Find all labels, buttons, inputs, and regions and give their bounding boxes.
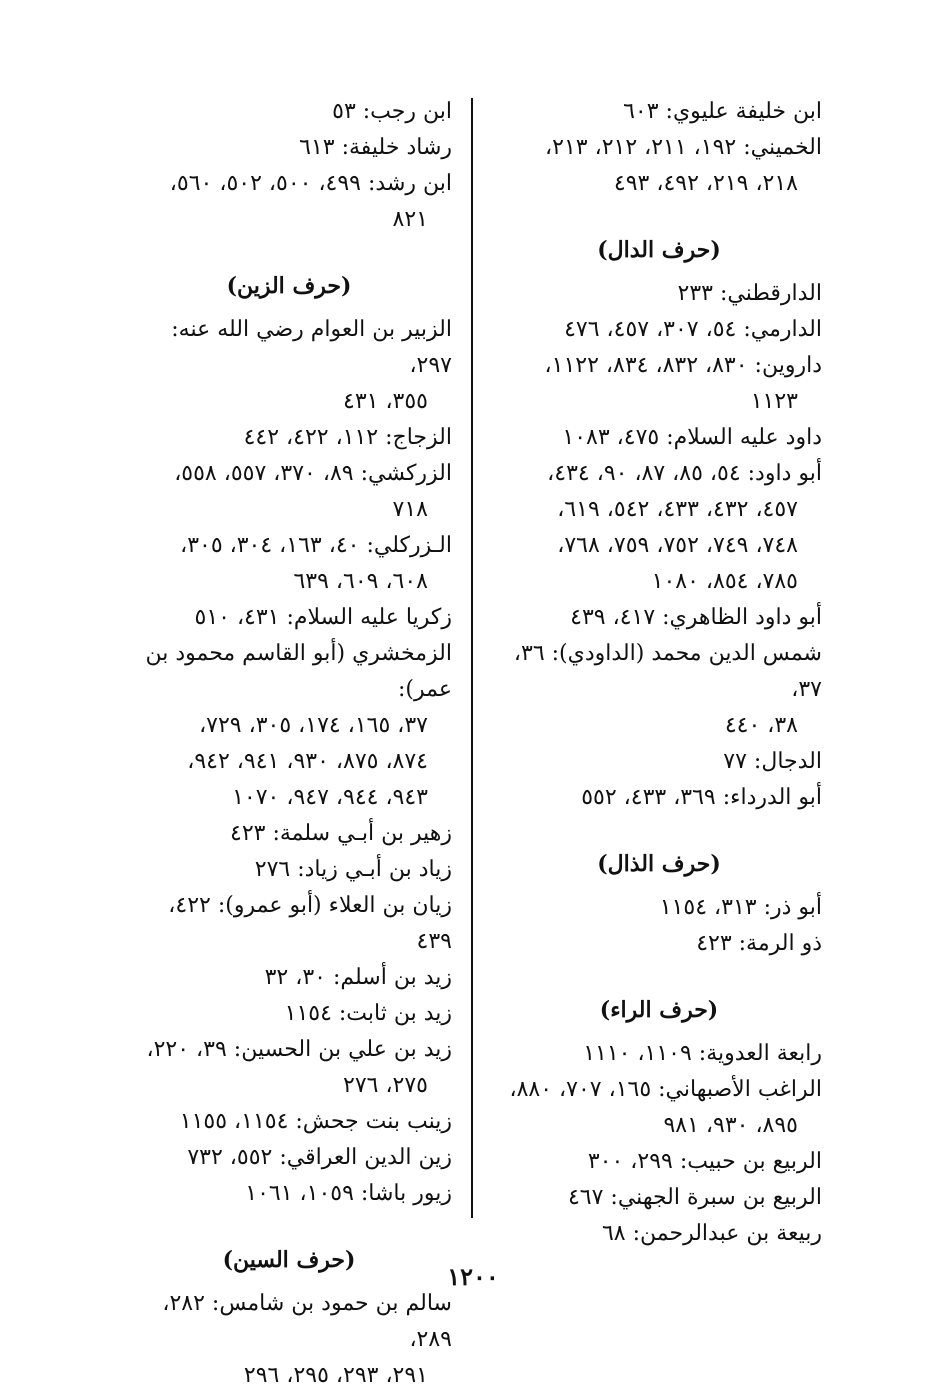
entry-line: زياد بن أبـي زياد: ٢٧٦ — [254, 857, 452, 882]
entry-line: الزركشي: ٨٩، ٣٧٠، ٥٥٧، ٥٥٨، — [174, 461, 452, 486]
entry-line: الخميني: ١٩٢، ٢١١، ٢١٢، ٢١٣، — [545, 135, 822, 160]
entry-line: ذو الرمة: ٤٢٣ — [696, 931, 822, 956]
entry-line: الزجاج: ١١٢، ٤٢٢، ٤٤٢ — [243, 425, 452, 450]
entry-line: الدارمي: ٥٤، ٣٠٧، ٤٥٧، ٤٧٦ — [564, 317, 822, 342]
index-entry — [126, 888, 452, 960]
entry-continuation-line: ٧٨٥، ٨٥٤، ١٠٨٠ — [651, 569, 798, 594]
index-entry — [496, 1144, 822, 1180]
index-entry — [126, 94, 452, 130]
entry-line: ابن خليفة عليوي: ٦٠٣ — [623, 99, 822, 124]
entry-continuation-line: ٨٧٤، ٨٧٥، ٩٣٠، ٩٤١، ٩٤٢، — [187, 749, 428, 774]
entry-line: زهير بن أبـي سلمة: ٤٢٣ — [230, 821, 452, 846]
index-entry — [126, 420, 452, 456]
entry-continuation-line: ٢٩١، ٢٩٣، ٢٩٥، ٢٩٦ — [243, 1363, 428, 1388]
index-entry — [496, 1216, 822, 1252]
entry-continuation-line: ٨٢١ — [392, 207, 428, 232]
index-entry — [496, 94, 822, 130]
index-entry — [496, 600, 822, 636]
index-entry — [126, 1176, 452, 1212]
entry-line: الربيع بن سبرة الجهني: ٤٦٧ — [567, 1185, 822, 1210]
entry-line: زيور باشا: ١٠٥٩، ١٠٦١ — [245, 1181, 452, 1206]
index-entry — [126, 816, 452, 852]
index-entry — [496, 1036, 822, 1072]
index-entry — [496, 890, 822, 926]
entry-line: سالم بن حمود بن شامس: ٢٨٢، ٢٨٩، — [162, 1291, 452, 1352]
index-entry — [126, 600, 452, 636]
entry-line: الربيع بن حبيب: ٢٩٩، ٣٠٠ — [587, 1149, 822, 1174]
entry-line: رشاد خليفة: ٦١٣ — [299, 135, 452, 160]
index-entry — [126, 1032, 452, 1104]
entry-continuation-line: ٩٤٣، ٩٤٤، ٩٤٧، ١٠٧٠ — [232, 785, 428, 810]
index-entry — [126, 1104, 452, 1140]
section-heading: (حرف السين) — [222, 1247, 356, 1273]
entry-line: زينب بنت جحش: ١١٥٤، ١١٥٥ — [179, 1109, 452, 1134]
index-entry — [496, 1180, 822, 1216]
entry-line: زيد بن علي بن الحسين: ٣٩، ٢٢٠، — [146, 1037, 452, 1062]
index-entry — [496, 636, 822, 744]
index-entry — [496, 780, 822, 816]
entry-line: رابعة العدوية: ١١٠٩، ١١١٠ — [583, 1041, 822, 1066]
index-entry — [126, 130, 452, 166]
index-entry — [126, 996, 452, 1032]
entry-line: زيد بن أسلم: ٣٠، ٣٢ — [264, 965, 452, 990]
entry-line: ابن رشد: ٤٩٩، ٥٠٠، ٥٠٢، ٥٦٠، — [169, 171, 452, 196]
entry-line: أبو داود الظاهري: ٤١٧، ٤٣٩ — [570, 605, 822, 630]
entry-line: زين الدين العراقي: ٥٥٢، ٧٣٢ — [187, 1145, 452, 1170]
entry-line: الزمخشري (أبو القاسم محمود بن عمر): — [145, 641, 452, 702]
page-number: ١٢٠٠ — [447, 1262, 499, 1291]
index-entry — [496, 312, 822, 348]
entry-continuation-line: ٧٤٨، ٧٤٩، ٧٥٢، ٧٥٩، ٧٦٨، — [557, 533, 798, 558]
entry-continuation-line: ٧١٨ — [392, 497, 428, 522]
entry-line: ربيعة بن عبدالرحمن: ٦٨ — [601, 1221, 822, 1246]
index-entry — [126, 852, 452, 888]
entry-line: أبو ذر: ٣١٣، ١١٥٤ — [659, 895, 822, 920]
index-entry — [126, 960, 452, 996]
section-heading: (حرف الذال) — [597, 851, 721, 877]
entry-line: زيد بن ثابت: ١١٥٤ — [284, 1001, 452, 1026]
index-entry — [126, 1286, 452, 1394]
index-entry — [126, 166, 452, 238]
entry-continuation-line: ٢١٨، ٢١٩، ٤٩٢، ٤٩٣ — [613, 171, 798, 196]
entry-continuation-line: ٦٠٨، ٦٠٩، ٦٣٩ — [293, 569, 428, 594]
entry-line: أبو داود: ٥٤، ٨٥، ٨٧، ٩٠، ٤٣٤، — [547, 461, 822, 486]
section-heading: (حرف الدال) — [597, 237, 721, 263]
entry-line: داود عليه السلام: ٤٧٥، ١٠٨٣ — [562, 425, 822, 450]
entry-line: زيان بن العلاء (أبو عمرو): ٤٢٢، ٤٣٩ — [168, 893, 452, 954]
entry-line: داروين: ٨٣٠، ٨٣٢، ٨٣٤، ١١٢٢، — [544, 353, 822, 378]
index-column-left — [126, 94, 452, 1394]
index-entry — [126, 528, 452, 600]
index-column-right — [496, 94, 822, 1252]
entry-continuation-line: ٢٧٥، ٢٧٦ — [343, 1073, 428, 1098]
index-entry — [126, 312, 452, 420]
entry-line: الدارقطني: ٢٣٣ — [677, 281, 822, 306]
column-divider — [471, 98, 473, 1218]
section-heading: (حرف الزين) — [226, 273, 352, 299]
index-entry — [496, 276, 822, 312]
entry-continuation-line: ٣٧، ١٦٥، ١٧٤، ٣٠٥، ٧٢٩، — [199, 713, 428, 738]
entry-continuation-line: ١١٢٣ — [750, 389, 798, 414]
index-entry — [496, 456, 822, 600]
index-entry — [496, 130, 822, 202]
entry-line: زكريا عليه السلام: ٤٣١، ٥١٠ — [194, 605, 452, 630]
index-entry — [496, 744, 822, 780]
index-entry — [126, 636, 452, 816]
entry-continuation-line: ٨٩٥، ٩٣٠، ٩٨١ — [663, 1113, 798, 1138]
index-entry — [496, 926, 822, 962]
entry-line: شمس الدين محمد (الداودي): ٣٦، ٣٧، — [513, 641, 822, 702]
index-entry — [496, 348, 822, 420]
entry-continuation-line: ٤٥٧، ٤٣٢، ٤٣٣، ٥٤٢، ٦١٩، — [557, 497, 798, 522]
entry-line: ابن رجب: ٥٣ — [332, 99, 452, 124]
entry-line: الزبير بن العوام رضي الله عنه: ٢٩٧، — [171, 317, 452, 378]
entry-line: أبو الدرداء: ٣٦٩، ٤٣٣، ٥٥٢ — [581, 785, 822, 810]
index-entry — [496, 420, 822, 456]
index-entry — [496, 1072, 822, 1144]
entry-line: الـزركلي: ٤٠، ١٦٣، ٣٠٤، ٣٠٥، — [180, 533, 452, 558]
index-entry — [126, 456, 452, 528]
entry-continuation-line: ٣٨، ٤٤٠ — [724, 713, 798, 738]
index-entry — [126, 1140, 452, 1176]
entry-line: الراغب الأصبهاني: ١٦٥، ٧٠٧، ٨٨٠، — [509, 1077, 822, 1102]
entry-continuation-line: ٣٥٥، ٤٣١ — [343, 389, 428, 414]
entry-line: الدجال: ٧٧ — [723, 749, 822, 774]
section-heading: (حرف الراء) — [599, 997, 719, 1023]
